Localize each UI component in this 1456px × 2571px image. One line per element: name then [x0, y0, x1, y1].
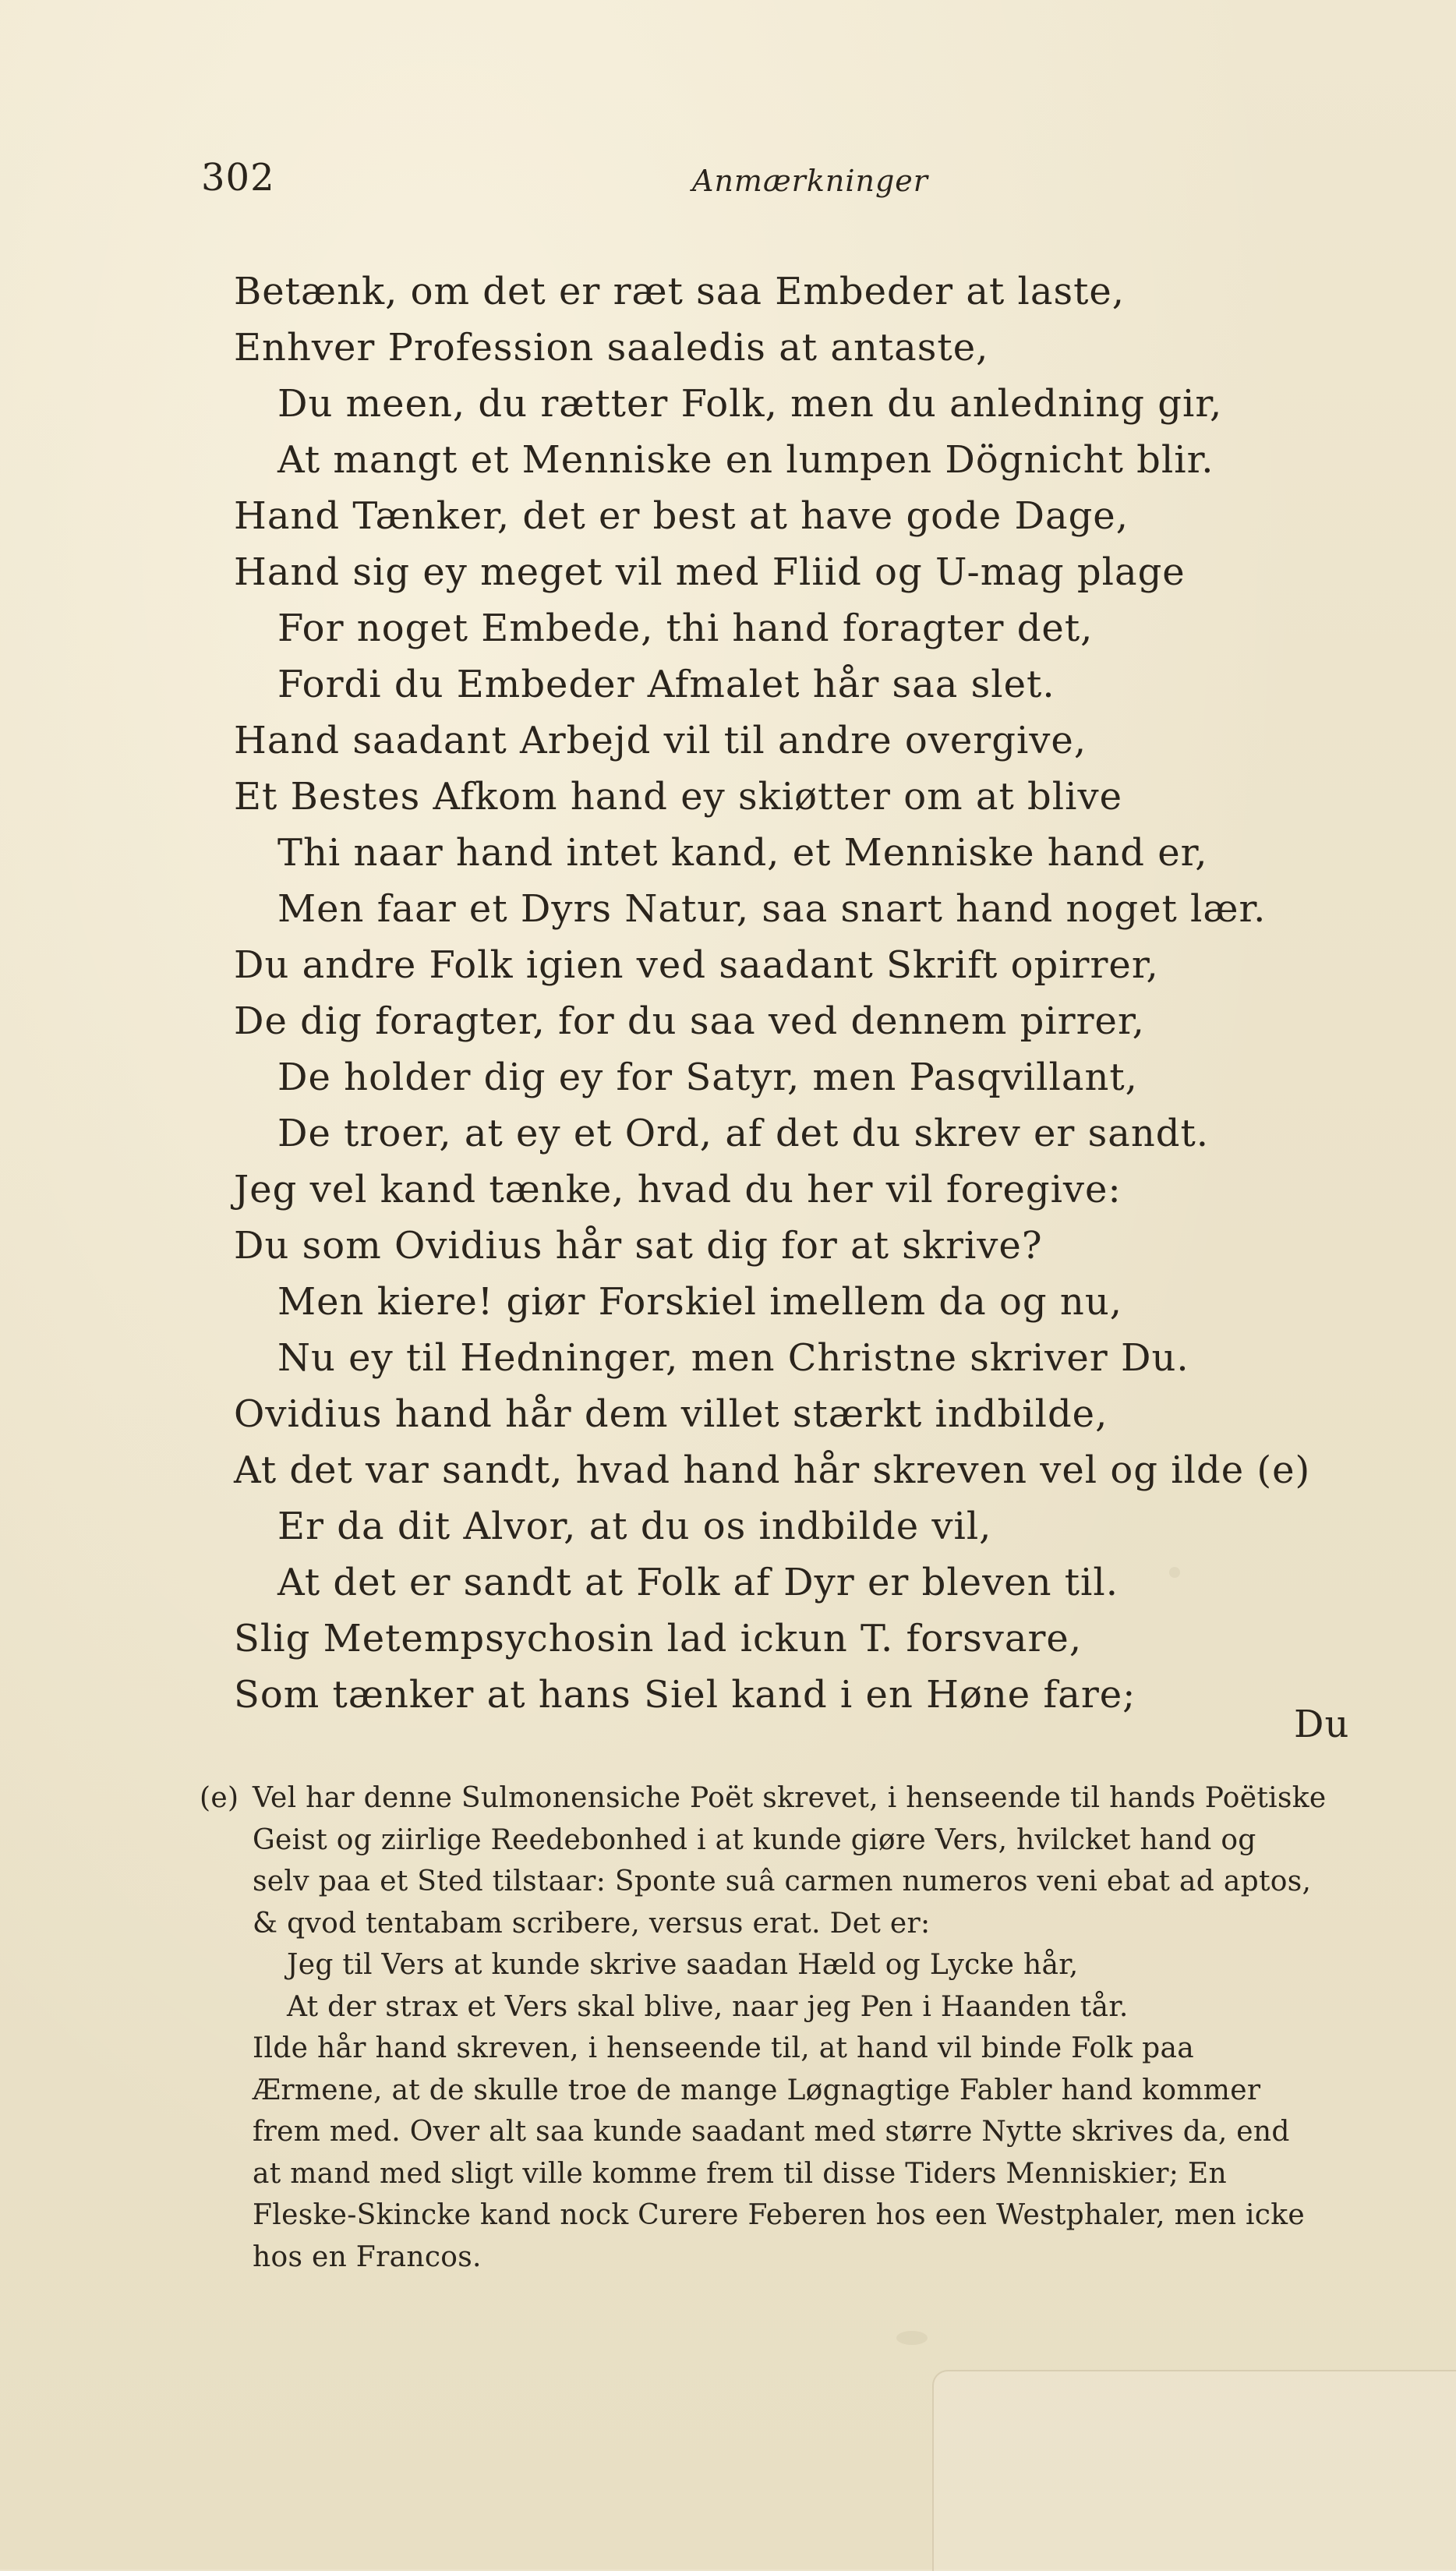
footnote-line: at mand med sligt ville komme frem til disse Tiders Menniskier; En: [253, 2157, 1227, 2190]
poem-line: De holder dig ey for Satyr, men Pasqvillant,: [277, 1056, 1138, 1099]
poem-line: Hand Tænker, det er best at have gode Dage,: [234, 494, 1129, 538]
poem-line: Nu ey til Hedninger, men Christne skriver Du.: [277, 1336, 1189, 1380]
footnote-line: Fleske-Skincke kand nock Curere Feberen hos een Westphaler, men icke: [253, 2199, 1305, 2231]
page-corner-shadow: [932, 2370, 1456, 2571]
footnote-line: Jeg til Vers at kunde skrive saadan Hæld og Lycke hår,: [287, 1949, 1079, 1981]
poem-line: Fordi du Embeder Afmalet hår saa slet.: [277, 663, 1055, 706]
poem-line: Som tænker at hans Siel kand i en Høne fare;: [234, 1673, 1136, 1717]
poem-line: Men faar et Dyrs Natur, saa snart hand noget lær.: [277, 887, 1267, 931]
paper-stain: [896, 2331, 928, 2345]
footnote-line: selv paa et Sted tilstaar: Sponte suâ carmen numeros veni ebat ad aptos,: [253, 1865, 1312, 1897]
footnote-line: Ilde hår hand skreven, i henseende til, at hand vil binde Folk paa: [253, 2032, 1195, 2064]
poem-line: For noget Embede, thi hand foragter det,: [277, 607, 1094, 650]
poem-line: Thi naar hand intet kand, et Menniske hand er,: [277, 831, 1208, 875]
poem-body: [234, 263, 1311, 1723]
footnote-line: Ærmene, at de skulle troe de mange Løgnagtige Fabler hand kommer: [253, 2074, 1261, 2106]
poem-line: Du meen, du rætter Folk, men du anledning gir,: [277, 382, 1223, 426]
poem-line: Du andre Folk igien ved saadant Skrift opirrer,: [234, 943, 1159, 987]
footnote-line: hos en Francos.: [253, 2240, 482, 2273]
poem-line: Du som Ovidius hår sat dig for at skrive?: [234, 1224, 1043, 1268]
footnote-marker: (e): [200, 1782, 239, 1814]
poem-line: Hand sig ey meget vil med Fliid og U-mag plage: [234, 550, 1186, 594]
poem-line: Men kiere! giør Forskiel imellem da og nu,: [277, 1280, 1122, 1324]
poem-line: At det var sandt, hvad hand hår skreven vel og ilde (e): [234, 1448, 1311, 1492]
catchword: Du: [1294, 1703, 1350, 1746]
poem-line: Jeg vel kand tænke, hvad du her vil foregive:: [234, 1168, 1122, 1211]
poem-line: Slig Metempsychosin lad ickun T. forsvare,: [234, 1617, 1083, 1660]
footnote-line: & qvod tentabam scribere, versus erat. Det er:: [253, 1907, 931, 1940]
footnote-line: [200, 1777, 1353, 1820]
poem-line: De dig foragter, for du saa ved dennem pirrer,: [234, 999, 1145, 1043]
footnote-line: frem med. Over alt saa kunde saadant med større Nytte skrives da, end: [253, 2116, 1290, 2148]
footnote-line: Geist og ziirlige Reedebonhed i at kunde giøre Vers, hvilcket hand og: [253, 1823, 1256, 1856]
poem-line: Et Bestes Afkom hand ey skiøtter om at blive: [234, 775, 1122, 819]
running-head: Anmærkninger: [692, 164, 928, 198]
poem-line: Er da dit Alvor, at du os indbilde vil,: [277, 1505, 992, 1548]
footnote-line: At der strax et Vers skal blive, naar jeg Pen i Haanden tår.: [287, 1990, 1129, 2023]
poem-line: Enhver Profession saaledis at antaste,: [234, 326, 989, 370]
poem-line: Hand saadant Arbejd vil til andre overgive,: [234, 719, 1087, 762]
poem-line: Ovidius hand hår dem villet stærkt indbilde,: [234, 1392, 1108, 1436]
page-header: [201, 156, 928, 210]
footnote-text: Vel har denne Sulmonensiche Poët skrevet, i henseende til hands Poëtiske: [253, 1782, 1327, 1814]
poem-line: At mangt et Menniske en lumpen Dögnicht blir.: [277, 438, 1214, 482]
footnote: [200, 1777, 1353, 2278]
poem-line: Betænk, om det er ræt saa Embeder at laste,: [234, 270, 1126, 313]
poem-line: De troer, at ey et Ord, af det du skrev er sandt.: [277, 1112, 1210, 1155]
poem-line: At det er sandt at Folk af Dyr er bleven til.: [277, 1561, 1119, 1604]
page-number: 302: [201, 156, 275, 200]
